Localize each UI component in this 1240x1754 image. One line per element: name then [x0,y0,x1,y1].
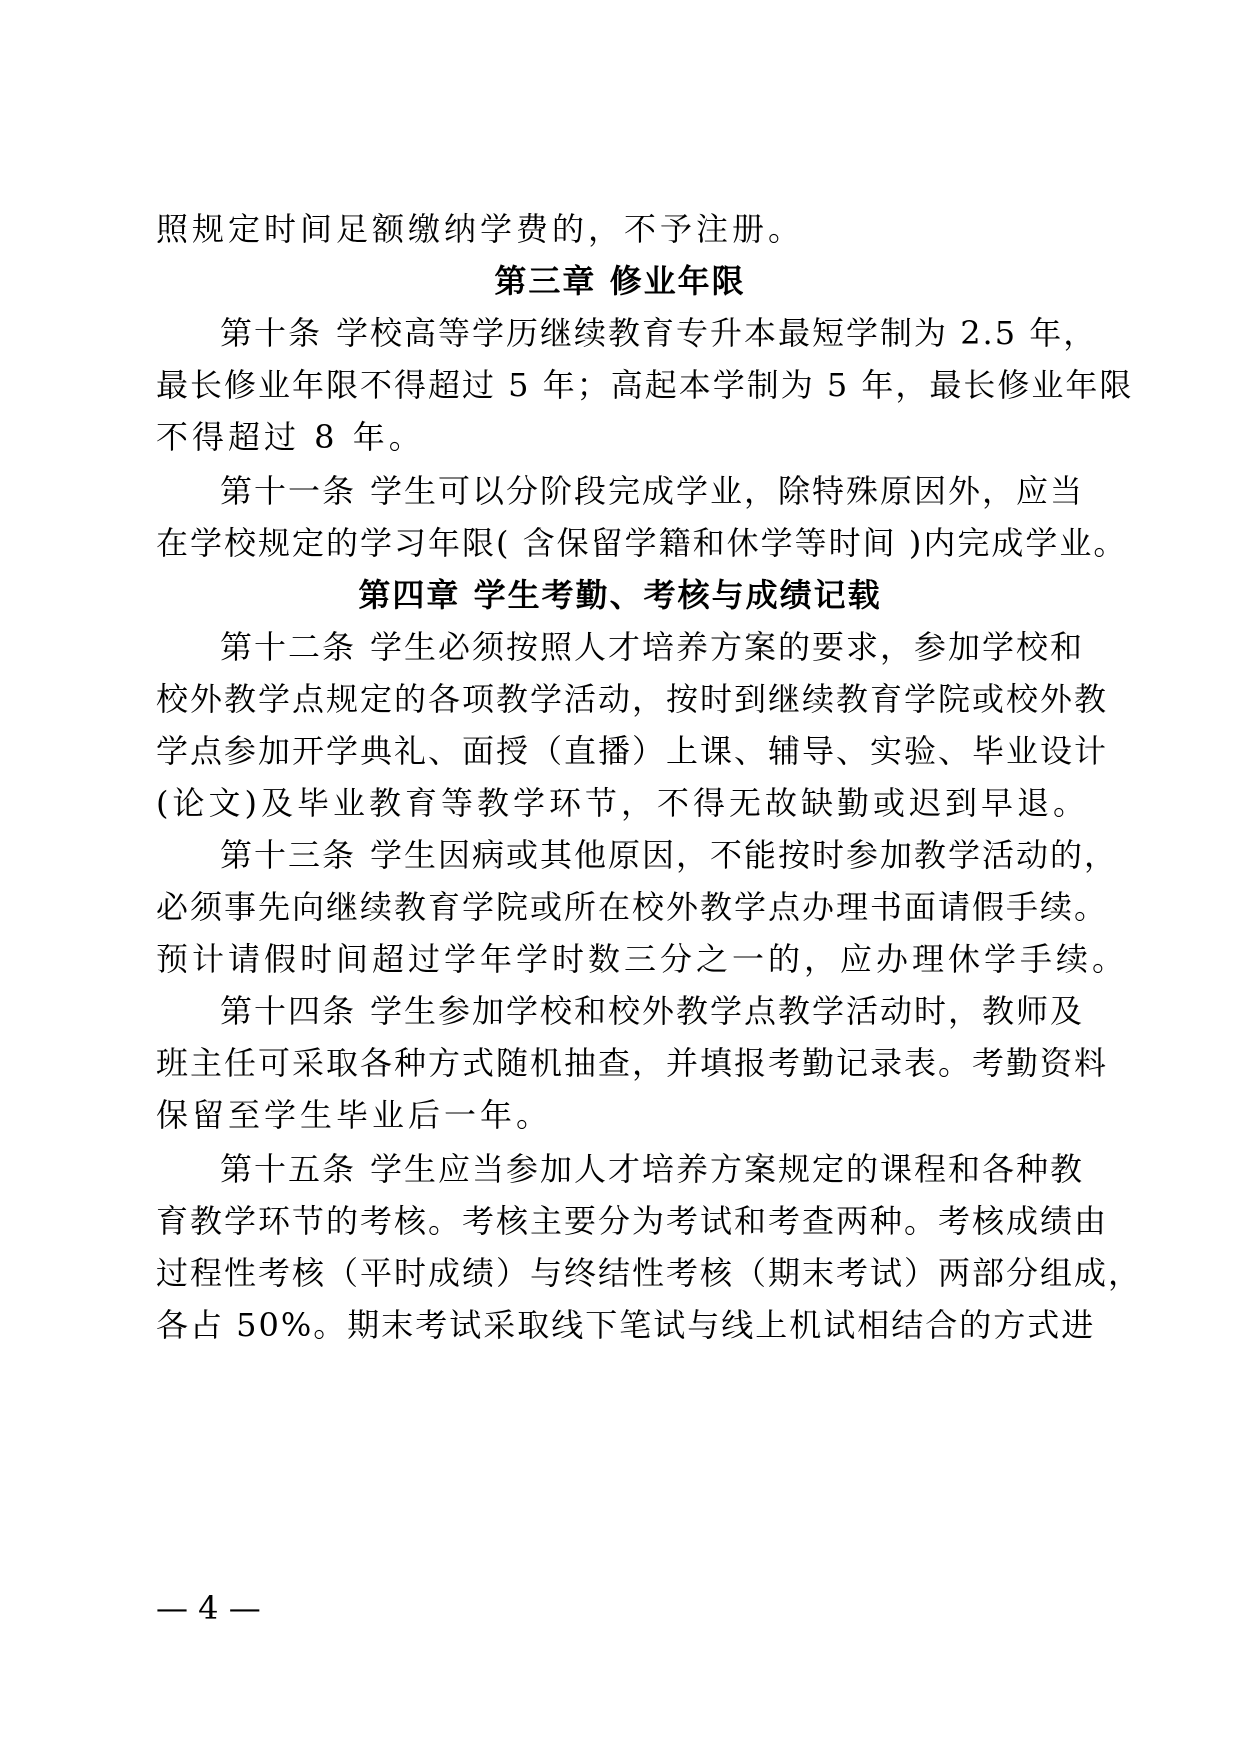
body-text-line: 照规定时间足额缴纳学费的，不予注册。 [156,210,805,248]
page-number: — 4 — [156,1589,261,1627]
chapter-heading: 第四章 学生考勤、考核与成绩记载 [358,576,882,614]
body-text-line: 必须事先向继续教育学院或所在校外教学点办理书面请假手续。 [156,888,1109,926]
body-text: 学生应当参加人才培养方案规定的课程和各种教 [370,1150,1085,1188]
body-text-line: 最长修业年限不得超过 5 年；高起本学制为 5 年，最长修业年限 [156,366,1134,404]
body-text-line: 预计请假时间超过学年学时数三分之一的，应办理休学手续。 [156,940,1129,978]
article-number: 第十条 [220,314,323,352]
body-text: 学生必须按照人才培养方案的要求，参加学校和 [370,628,1085,666]
article-first-line [220,304,1098,362]
body-text-line: 各占 50%。期末考试采取线下笔试与线上机试相结合的方式进 [156,1306,1096,1344]
body-text: 学生可以分阶段完成学业，除特殊原因外，应当 [370,472,1085,510]
article-number: 第十三条 [220,836,357,874]
article-number: 第十四条 [220,992,357,1030]
body-text-line: 过程性考核（平时成绩）与终结性考核（期末考试）两部分组成， [156,1254,1143,1292]
body-text-line: 在学校规定的学习年限( 含保留学籍和休学等时间 )内完成学业。 [156,524,1128,562]
article-first-line [220,618,1085,676]
article-first-line [220,826,1119,884]
article-number: 第十五条 [220,1150,357,1188]
body-text-line: 育教学环节的考核。考核主要分为考试和考查两种。考核成绩由 [156,1202,1109,1240]
body-text-line: 不得超过 8 年。 [156,418,425,456]
body-text: 学生参加学校和校外教学点教学活动时，教师及 [370,992,1085,1030]
article-number: 第十一条 [220,472,357,510]
article-first-line [220,1140,1085,1198]
article-first-line [220,982,1085,1040]
body-text-line: 班主任可采取各种方式随机抽查，并填报考勤记录表。考勤资料 [156,1044,1109,1082]
body-text-line: 保留至学生毕业后一年。 [156,1096,553,1134]
body-text: 学校高等学历继续教育专升本最短学制为 2.5 年， [336,314,1098,352]
body-text-line: (论文)及毕业教育等教学环节，不得无故缺勤或迟到早退。 [156,784,1089,822]
article-number: 第十二条 [220,628,357,666]
article-first-line [220,462,1085,520]
body-text: 学生因病或其他原因，不能按时参加教学活动的， [370,836,1119,874]
chapter-heading: 第三章 修业年限 [494,262,746,300]
body-text-line: 学点参加开学典礼、面授（直播）上课、辅导、实验、毕业设计 [156,732,1109,770]
body-text-line: 校外教学点规定的各项教学活动，按时到继续教育学院或校外教 [156,680,1109,718]
